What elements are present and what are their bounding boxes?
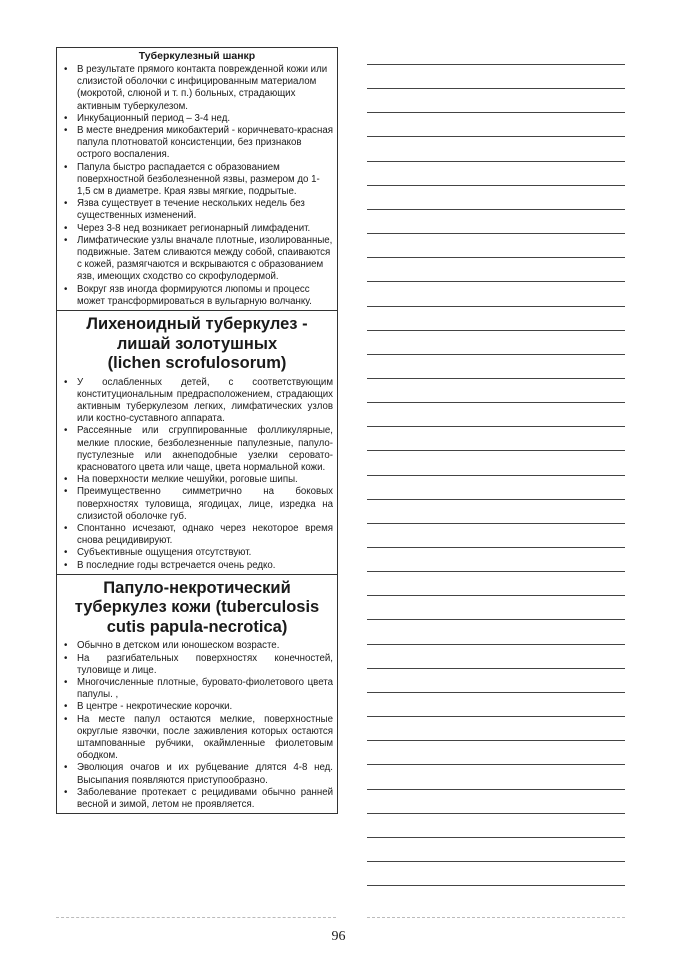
note-line	[367, 861, 625, 862]
list-item: • Инкубационный период – 3-4 нед.	[61, 113, 333, 125]
note-line	[367, 716, 625, 717]
bullet-list	[61, 64, 333, 308]
list-item: • Язва существует в течение нескольких недель без существенных изменений.	[61, 198, 333, 222]
title-line: Папуло-некротический	[103, 578, 291, 597]
note-line	[367, 813, 625, 814]
note-line	[367, 571, 625, 572]
note-line	[367, 112, 625, 113]
title-line: (lichen scrofulosorum)	[107, 354, 287, 373]
title-line: лишай золотушных	[116, 334, 278, 353]
list-item: • В последние годы встречается очень редко.	[61, 560, 333, 572]
list-item: • Преимущественно симметрично на боковых поверхностях туловища, ягодицах, лице, изредка на слизистой оболочке губ.	[61, 486, 333, 523]
list-item: • Эволюция очагов и их рубцевание длятся 4-8 нед. Высыпания появляются приступообразно.	[61, 762, 333, 786]
note-line	[367, 499, 625, 500]
note-line	[367, 306, 625, 307]
section-lichen-scrofulosorum	[57, 311, 337, 575]
note-line	[367, 885, 625, 886]
note-line	[367, 523, 625, 524]
note-line	[367, 740, 625, 741]
note-line	[367, 354, 625, 355]
list-item: • В месте внедрения микобактерий - коричневато-красная папула плотноватой консистенции, без признаков острого воспаления.	[61, 125, 333, 162]
note-line	[367, 330, 625, 331]
list-item: • Субъективные ощущения отсутствуют.	[61, 547, 333, 559]
footer-divider	[56, 917, 336, 918]
title-line: cutis papula-necrotica)	[106, 617, 288, 636]
notes-content-column	[56, 47, 338, 814]
note-line	[367, 185, 625, 186]
note-line	[367, 233, 625, 234]
footer-divider	[367, 917, 625, 918]
bullet-list	[61, 640, 333, 811]
list-item: • Через 3-8 нед возникает регионарный лимфаденит.	[61, 223, 333, 235]
section-papulonecrotic-tuberculosis	[57, 575, 337, 814]
list-item: • На месте папул остаются мелкие, поверхностные округлые язвочки, после заживления которых остаются штампованные рубчики, окаймленные фиолетовым ободком.	[61, 714, 333, 763]
list-item: • У ослабленных детей, с соответствующим конституциональным предрасположением, страдающих активным туберкулезом легких, лимфатических узлов или костно-суставного аппарата.	[61, 377, 333, 426]
note-line	[367, 257, 625, 258]
note-line	[367, 281, 625, 282]
note-line	[367, 378, 625, 379]
title-line: туберкулез кожи (tuberculosis	[74, 598, 320, 617]
page-number: 96	[331, 929, 346, 944]
section-tuberculous-chancre	[57, 48, 337, 311]
list-item: • Обычно в детском или юношеском возрасте.	[61, 640, 333, 652]
note-line	[367, 475, 625, 476]
list-item: • Вокруг язв иногда формируются люпомы и процесс может трансформироваться в вульгарную волчанку.	[61, 284, 333, 308]
bullet-list	[61, 377, 333, 572]
note-line	[367, 668, 625, 669]
section-title: Туберкулезный шанкр	[138, 50, 256, 62]
list-item: • Многочисленные плотные, буровато-фиолетового цвета папулы. ,	[61, 677, 333, 701]
list-item: • На разгибательных поверхностях конечностей, туловище и лице.	[61, 653, 333, 677]
note-line	[367, 88, 625, 89]
section-title	[61, 579, 333, 638]
note-line	[367, 402, 625, 403]
note-line	[367, 619, 625, 620]
note-line	[367, 450, 625, 451]
section-title	[61, 315, 333, 374]
note-line	[367, 692, 625, 693]
note-line	[367, 789, 625, 790]
note-line	[367, 837, 625, 838]
note-line	[367, 764, 625, 765]
note-line	[367, 64, 625, 65]
list-item: • Спонтанно исчезают, однако через некоторое время снова рецидивируют.	[61, 523, 333, 547]
note-line	[367, 644, 625, 645]
note-line	[367, 595, 625, 596]
note-line	[367, 547, 625, 548]
list-item: • Заболевание протекает с рецидивами обычно ранней весной и зимой, летом не проявляется.	[61, 787, 333, 811]
list-item: • Папула быстро распадается с образованием поверхностной безболезненной язвы, размером до 1-1,5 см в диаметре. Края язвы мягкие, подрытые.	[61, 162, 333, 199]
note-line	[367, 136, 625, 137]
list-item: • Лимфатические узлы вначале плотные, изолированные, подвижные. Затем сливаются между собой, спаиваются с кожей, размягчаются и вскрываются с образованием язв, имеющих сходство со скрофулодермой.	[61, 235, 333, 284]
title-line: Лихеноидный туберкулез -	[86, 315, 308, 334]
list-item: • Рассеянные или сгруппированные фолликулярные, мелкие плоские, безболезненные папулезные, папуло-пустулезные или акнеподобные узелки серовато-красноватого цвета или чаще, цвета нормальной кожи.	[61, 425, 333, 474]
note-line	[367, 161, 625, 162]
list-item: • В центре - некротические корочки.	[61, 701, 333, 713]
list-item: • В результате прямого контакта поврежденной кожи или слизистой оболочки с инфицированным материалом (мокротой, слюной и т. п.) больных, страдающих активным туберкулезом.	[61, 64, 333, 113]
note-line	[367, 426, 625, 427]
list-item: • На поверхности мелкие чешуйки, роговые шипы.	[61, 474, 333, 486]
note-line	[367, 209, 625, 210]
